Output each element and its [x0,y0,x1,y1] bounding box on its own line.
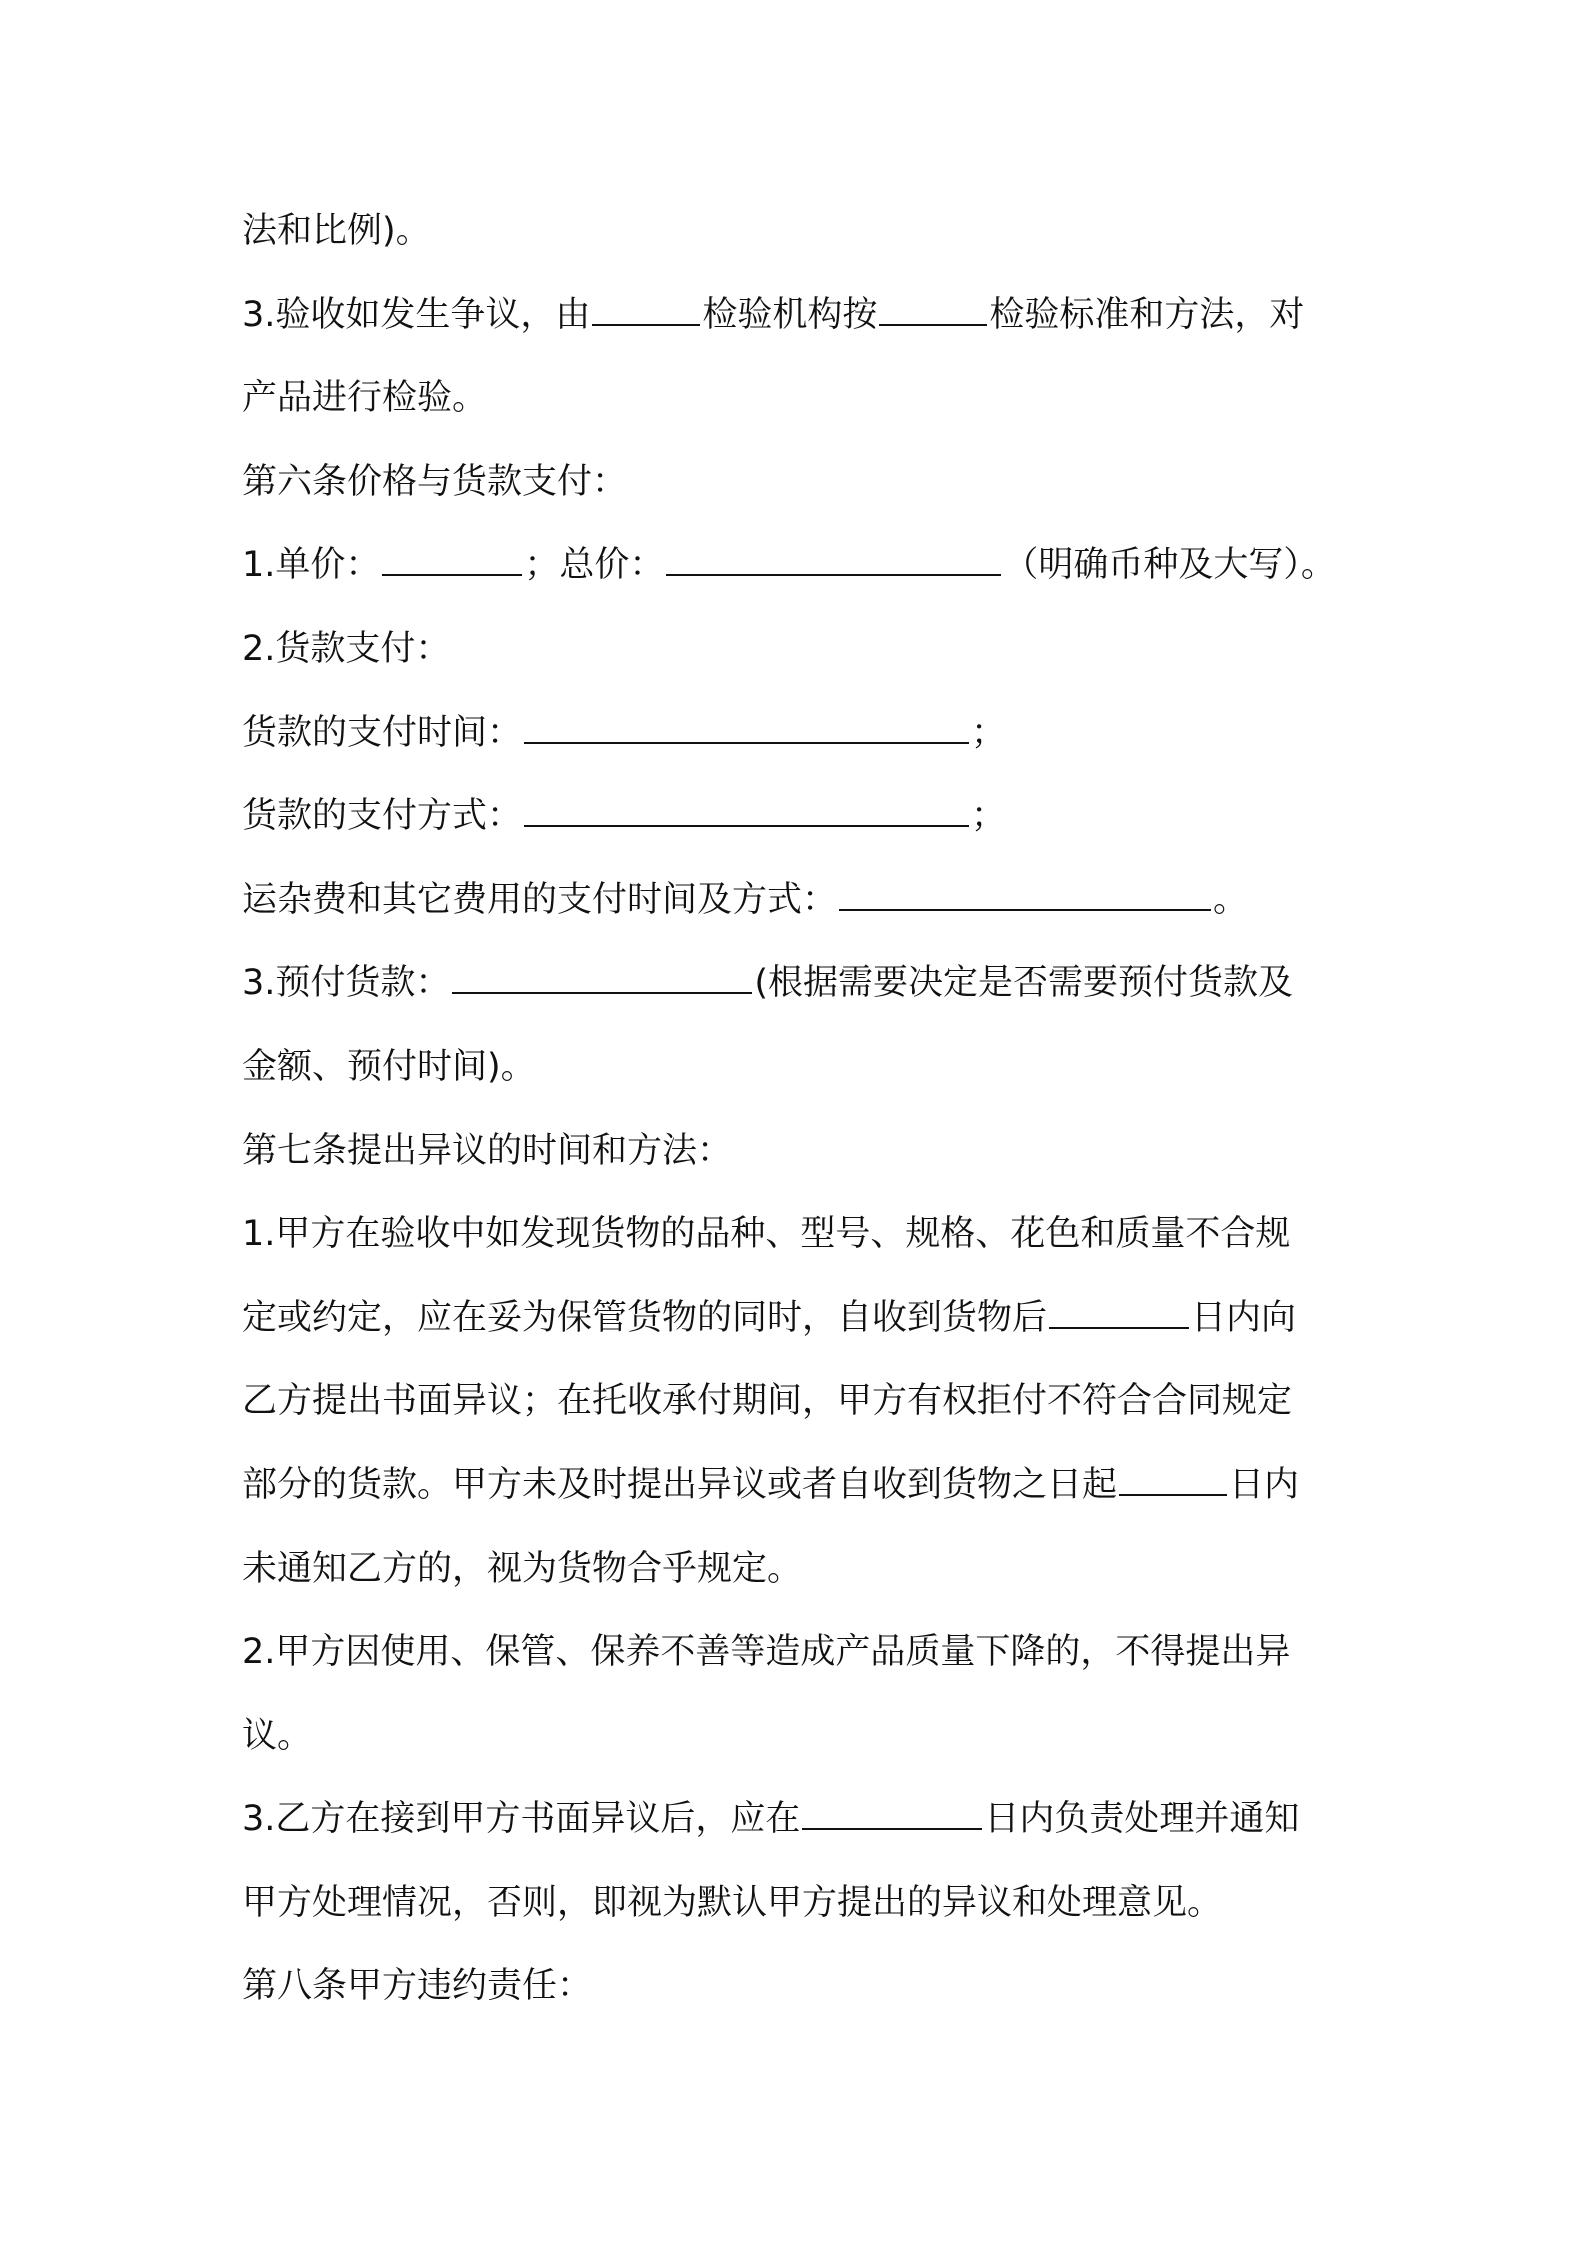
text-segment: ；总价： [524,545,665,586]
text-line [242,948,1362,1032]
text-segment: 检验标准和方法，对 [989,294,1305,335]
text-segment: 日内向 [1191,1297,1297,1338]
text-segment: 日内 [1229,1464,1300,1505]
blank-payment-method[interactable] [524,785,969,827]
text-line [242,530,1362,614]
text-segment: 3.预付货款： [242,963,451,1004]
text-segment: 运杂费和其它费用的支付时间及方式： [242,879,838,920]
text-segment: 货款的支付时间： [242,712,523,753]
text-line: 法和比例)。 [242,211,431,251]
contract-body [242,196,1362,2035]
blank-unit-price[interactable] [382,534,522,576]
text-line: 产品进行检验。 [242,378,488,419]
text-segment: (根据需要决定是否需要预付货款及 [754,963,1294,1004]
blank-prepayment[interactable] [452,952,752,994]
blank-inspection-standard[interactable] [879,284,987,326]
text-line: 1.甲方在验收中如发现货物的品种、型号、规格、花色和质量不合规 [242,1214,1291,1255]
blank-total-price[interactable] [666,534,1001,576]
text-line [242,865,1362,949]
blank-handling-days[interactable] [802,1788,982,1830]
text-segment: ； [971,796,1007,837]
text-line [242,1784,1362,1868]
text-line [242,1450,1362,1534]
text-segment: 日内负责处理并通知 [984,1799,1300,1840]
text-segment: （明确币种及大写）。 [1003,545,1336,586]
blank-objection-days[interactable] [1049,1287,1189,1329]
text-line: 金额、预付时间)。 [242,1046,536,1087]
text-line: 2.甲方因使用、保管、保养不善等造成产品质量下降的，不得提出异 [242,1632,1291,1673]
blank-freight-payment[interactable] [839,869,1211,911]
text-line: 乙方提出书面异议；在托收承付期间，甲方有权拒付不符合合同规定 [242,1381,1293,1422]
section-heading: 第八条甲方违约责任： [242,1966,593,2007]
text-segment: 3.验收如发生争议，由 [242,294,591,335]
text-line [242,781,1362,865]
text-segment: 检验机构按 [702,294,878,335]
text-segment: 部分的货款。甲方未及时提出异议或者自收到货物之日起 [242,1464,1118,1505]
text-line: 议。 [242,1715,313,1756]
text-line [242,698,1362,782]
text-segment: 1.单价： [242,545,381,586]
blank-payment-time[interactable] [524,702,969,744]
section-heading: 第七条提出异议的时间和方法： [242,1130,733,1171]
blank-notice-days[interactable] [1119,1454,1227,1496]
blank-inspection-agency[interactable] [592,284,700,326]
text-segment: ； [971,712,1007,753]
text-line [242,280,1362,364]
text-line: 甲方处理情况，否则，即视为默认甲方提出的异议和处理意见。 [242,1882,1223,1923]
section-heading: 第六条价格与货款支付： [242,461,628,502]
text-line: 未通知乙方的，视为货物合乎规定。 [242,1548,803,1589]
text-segment: 定或约定，应在妥为保管货物的同时，自收到货物后 [242,1297,1048,1338]
text-segment: 3.乙方在接到甲方书面异议后，应在 [242,1799,801,1840]
text-segment: 货款的支付方式： [242,796,523,837]
text-segment: 。 [1213,879,1249,920]
text-line: 2.货款支付： [242,628,451,669]
text-line [242,1283,1362,1367]
